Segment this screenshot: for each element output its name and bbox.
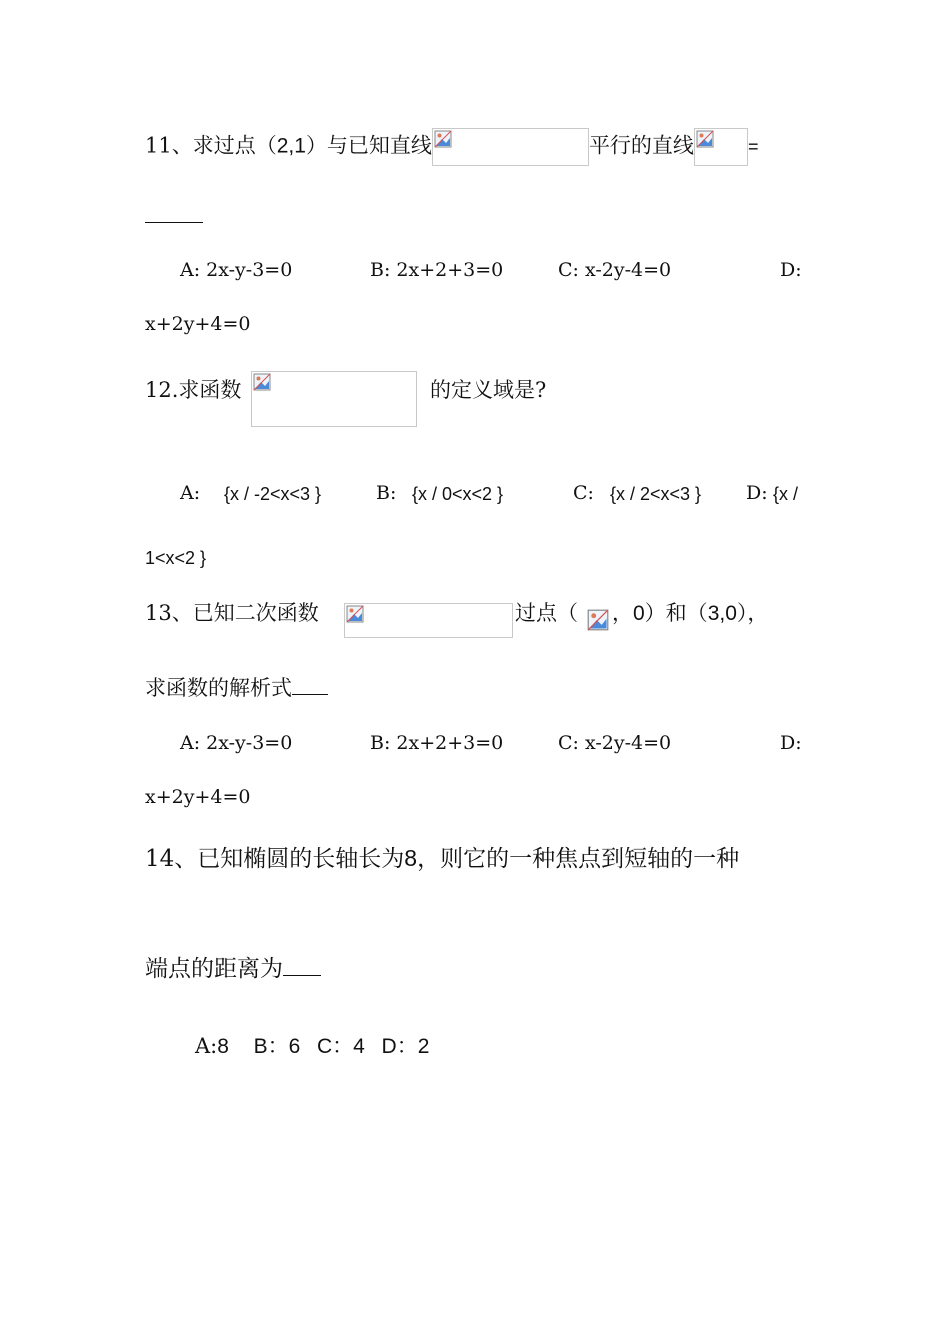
q12-option-b: {x / 0<x<2 } [412, 484, 504, 504]
q13-function-image [344, 603, 513, 638]
q12-option-b-label: B: [376, 482, 397, 504]
q12-prefix: 12.求函数 [145, 378, 242, 402]
q11-after: 平行的直线 [588, 133, 694, 158]
q12-option-a-label: A: [180, 482, 201, 504]
q11-prefix: 11、求过点（ [145, 133, 277, 158]
q11-line-equation-image [432, 128, 589, 166]
q11-answer-blank [145, 200, 203, 223]
q11-option-a: A: 2x-y-3=0 [180, 259, 293, 281]
q14-answer-blank [283, 953, 321, 976]
q11-option-b: B: 2x+2+3=0 [370, 259, 504, 281]
broken-image-icon [253, 373, 271, 391]
q13-comma-zero: ，0 [612, 602, 645, 625]
q13-end: ）， [736, 601, 769, 625]
q11-line [145, 128, 758, 166]
q12-option-c-label: C: [573, 482, 594, 504]
q14-option-a: 8 [217, 1035, 229, 1058]
q13-point-image [587, 609, 609, 631]
q11-point: 2,1 [276, 134, 306, 158]
q14-line2-text: 端点的距离为 [145, 956, 283, 982]
q11-option-d: D: [780, 259, 802, 281]
q14-line2 [145, 953, 321, 984]
q11-answer-image [694, 128, 748, 166]
q13-prefix: 13、已知二次函数 [145, 601, 319, 625]
q12-option-d-label: D: [746, 482, 768, 504]
q13-option-c: C: x-2y-4=0 [558, 732, 672, 754]
q11-equals: = [747, 136, 759, 157]
broken-image-icon [587, 609, 609, 631]
q13-point2: 3,0 [707, 602, 737, 625]
q14-num: 8 [404, 845, 418, 871]
broken-image-icon [696, 130, 714, 148]
q12-suffix: 的定义域是? [430, 378, 547, 402]
q12-option-a: {x / -2<x<3 } [224, 484, 322, 504]
q12-option-c: {x / 2<x<3 } [610, 484, 702, 504]
q13-option-a: A: 2x-y-3=0 [180, 732, 293, 754]
q14-line1-b: ，则它的一种焦点到短轴的一种 [417, 846, 740, 872]
q13-line2-text: 求函数的解析式 [145, 676, 292, 700]
q11-mid: ）与已知直线 [305, 133, 432, 158]
q14-option-d: D：2 [381, 1035, 430, 1058]
q13-answer-blank [292, 674, 328, 695]
q14-option-b: B：6 [253, 1035, 301, 1058]
q13-option-d-continued: x+2y+4=0 [145, 786, 251, 808]
q13-and: ）和（ [644, 601, 708, 625]
q12-option-d: {x / [773, 484, 799, 504]
q12-function-image [251, 371, 417, 427]
q13-mid: 过点（ [515, 601, 578, 625]
broken-image-icon [434, 130, 452, 148]
q12-option-d-continued: 1<x<2 } [145, 548, 207, 568]
q13-line2 [145, 674, 328, 702]
q11-answer-blank-line [145, 200, 203, 230]
q14-line1-a: 14、已知椭圆的长轴长为 [145, 846, 405, 872]
q11-option-c: C: x-2y-4=0 [558, 259, 672, 281]
q14-line1 [145, 843, 739, 874]
q11-option-d-continued: x+2y+4=0 [145, 313, 251, 335]
q14-options [195, 1032, 429, 1061]
q14-option-a-label: A: [195, 1034, 218, 1058]
q13-option-d: D: [780, 732, 802, 754]
broken-image-icon [346, 605, 364, 623]
q13-option-b: B: 2x+2+3=0 [370, 732, 504, 754]
q14-option-c: C：4 [317, 1035, 365, 1058]
q13-comma-zero-line [612, 599, 768, 628]
